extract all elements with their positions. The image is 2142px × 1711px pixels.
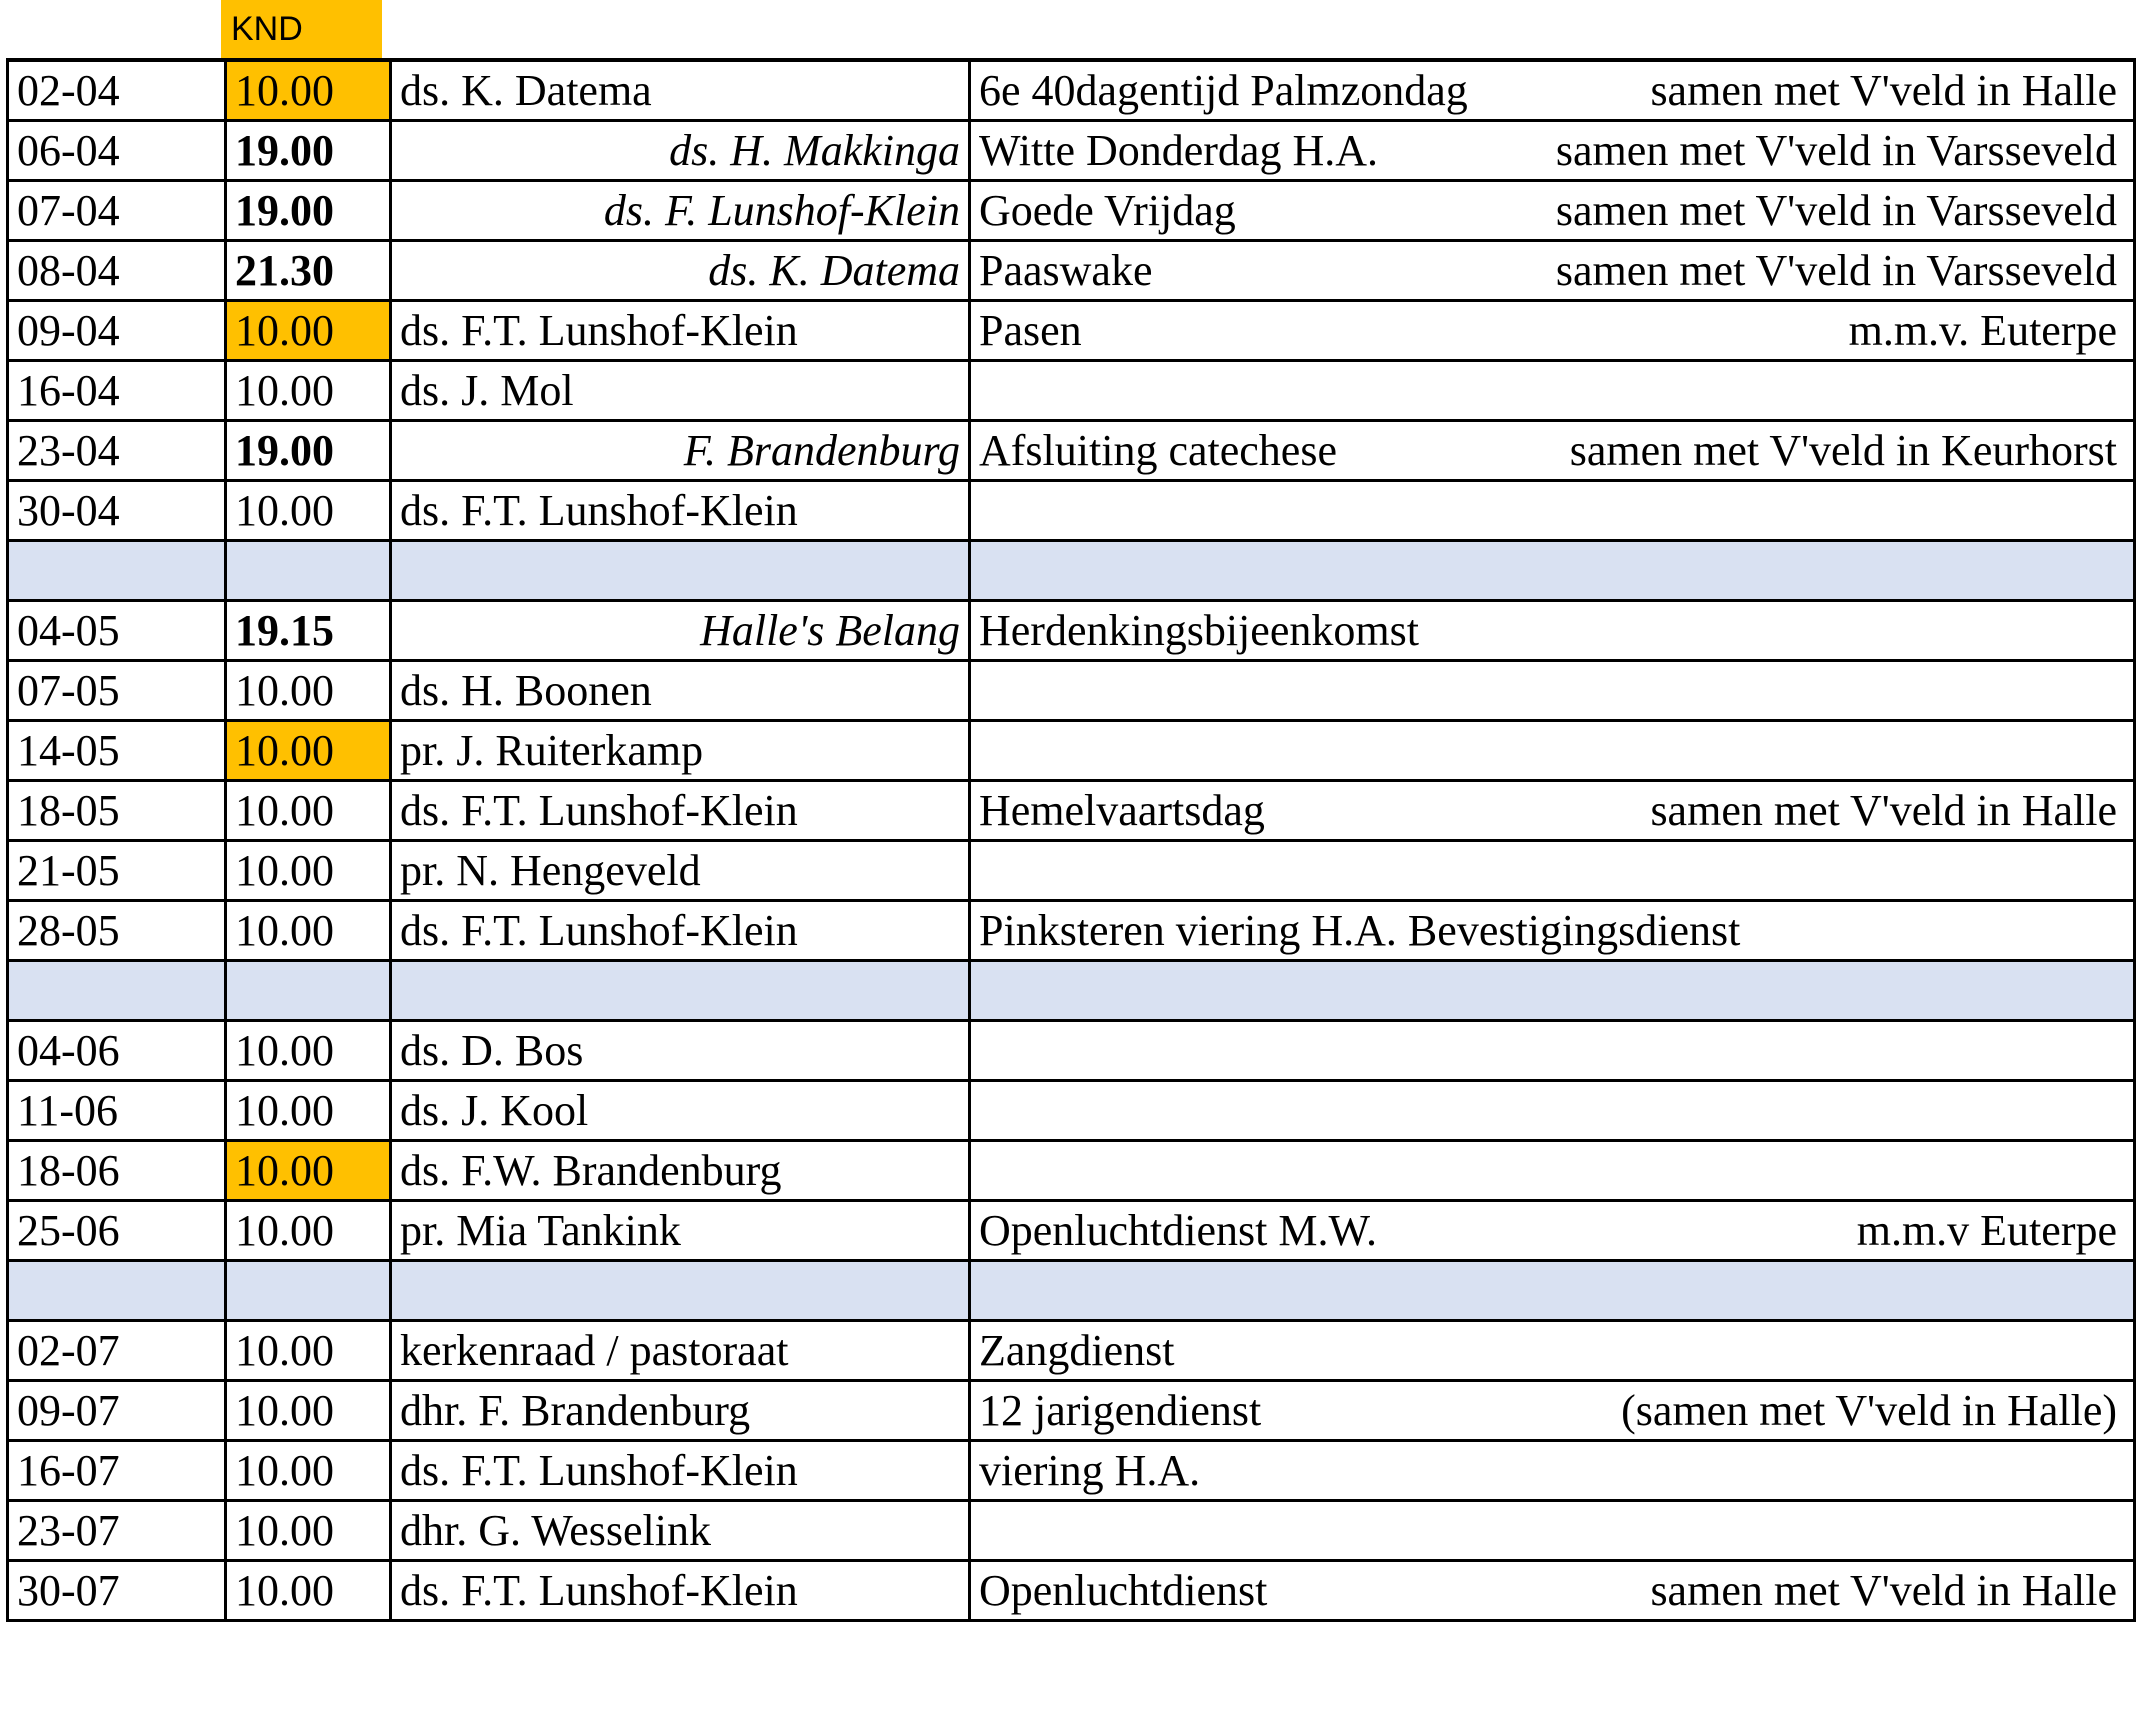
time-cell: 10.00 xyxy=(226,1081,391,1141)
note-wrap xyxy=(979,1322,2125,1379)
date-cell: 02-07 xyxy=(8,1321,226,1381)
note-cell xyxy=(970,181,2135,241)
time-cell: 10.00 xyxy=(226,721,391,781)
preacher-cell: ds. F.T. Lunshof-Klein xyxy=(391,301,970,361)
month-separator-row xyxy=(8,961,2135,1021)
note-cell xyxy=(970,241,2135,301)
note-cell xyxy=(970,1321,2135,1381)
separator-cell xyxy=(226,541,391,601)
occasion-text: Herdenkingsbijeenkomst xyxy=(979,606,1419,655)
note-cell xyxy=(970,421,2135,481)
time-cell: 10.00 xyxy=(226,1441,391,1501)
note-wrap xyxy=(979,602,2125,659)
time-cell: 10.00 xyxy=(226,661,391,721)
time-cell: 10.00 xyxy=(226,1021,391,1081)
time-cell: 10.00 xyxy=(226,1561,391,1621)
schedule-row xyxy=(8,841,2135,901)
separator-cell xyxy=(970,961,2135,1021)
occasion-text: Hemelvaartsdag xyxy=(979,786,1265,835)
remark-text: m.m.v Euterpe xyxy=(1856,1206,2117,1255)
date-cell: 04-06 xyxy=(8,1021,226,1081)
schedule-row xyxy=(8,601,2135,661)
schedule-row xyxy=(8,121,2135,181)
time-cell: 10.00 xyxy=(226,361,391,421)
note-cell xyxy=(970,721,2135,781)
time-cell: 10.00 xyxy=(226,1501,391,1561)
month-separator-row xyxy=(8,541,2135,601)
note-cell xyxy=(970,121,2135,181)
schedule-row xyxy=(8,1021,2135,1081)
remark-text xyxy=(2117,1322,2125,1379)
date-cell: 18-05 xyxy=(8,781,226,841)
preacher-cell: ds. F.T. Lunshof-Klein xyxy=(391,1441,970,1501)
schedule-row xyxy=(8,1141,2135,1201)
time-cell: 19.00 xyxy=(226,121,391,181)
schedule-row xyxy=(8,1501,2135,1561)
preacher-cell: pr. J. Ruiterkamp xyxy=(391,721,970,781)
date-cell: 30-07 xyxy=(8,1561,226,1621)
remark-text: samen met V'veld in Halle xyxy=(1650,786,2117,835)
schedule-row xyxy=(8,661,2135,721)
separator-cell xyxy=(8,541,226,601)
time-cell: 21.30 xyxy=(226,241,391,301)
preacher-cell: ds. H. Boonen xyxy=(391,661,970,721)
time-cell: 19.00 xyxy=(226,421,391,481)
date-cell: 07-04 xyxy=(8,181,226,241)
time-cell: 10.00 xyxy=(226,841,391,901)
note-cell xyxy=(970,60,2135,121)
time-cell: 10.00 xyxy=(226,1201,391,1261)
remark-text: samen met V'veld in Keurhorst xyxy=(1569,426,2117,475)
preacher-cell: dhr. F. Brandenburg xyxy=(391,1381,970,1441)
date-cell: 02-04 xyxy=(8,60,226,121)
note-cell xyxy=(970,781,2135,841)
remark-text: samen met V'veld in Varsseveld xyxy=(1555,186,2117,235)
schedule-row xyxy=(8,901,2135,961)
note-cell xyxy=(970,1441,2135,1501)
preacher-cell: ds. D. Bos xyxy=(391,1021,970,1081)
time-cell: 10.00 xyxy=(226,481,391,541)
date-cell: 25-06 xyxy=(8,1201,226,1261)
note-wrap xyxy=(979,422,2125,479)
separator-cell xyxy=(970,541,2135,601)
note-wrap xyxy=(979,902,2125,959)
remark-text: samen met V'veld in Halle xyxy=(1650,1566,2117,1615)
date-cell: 16-04 xyxy=(8,361,226,421)
separator-cell xyxy=(970,1261,2135,1321)
schedule-row xyxy=(8,1561,2135,1621)
separator-cell xyxy=(391,541,970,601)
note-wrap xyxy=(979,122,2125,179)
note-wrap xyxy=(979,782,2125,839)
separator-cell xyxy=(226,961,391,1021)
schedule-row xyxy=(8,241,2135,301)
remark-text: samen met V'veld in Halle xyxy=(1650,66,2117,115)
preacher-cell: ds. F.T. Lunshof-Klein xyxy=(391,1561,970,1621)
occasion-text: 12 jarigendienst xyxy=(979,1386,1262,1435)
note-cell xyxy=(970,901,2135,961)
time-cell: 10.00 xyxy=(226,1321,391,1381)
date-cell: 23-07 xyxy=(8,1501,226,1561)
remark-text xyxy=(2117,902,2125,959)
date-cell: 21-05 xyxy=(8,841,226,901)
schedule-body xyxy=(8,60,2135,1621)
occasion-text: Pinksteren viering H.A. Bevestigingsdienst xyxy=(979,906,1741,955)
preacher-cell: ds. K. Datema xyxy=(391,241,970,301)
separator-cell xyxy=(8,961,226,1021)
preacher-cell: ds. H. Makkinga xyxy=(391,121,970,181)
separator-cell xyxy=(391,961,970,1021)
occasion-text: Paaswake xyxy=(979,246,1153,295)
date-cell: 07-05 xyxy=(8,661,226,721)
note-cell xyxy=(970,1561,2135,1621)
note-cell xyxy=(970,841,2135,901)
remark-text xyxy=(2117,602,2125,659)
date-cell: 30-04 xyxy=(8,481,226,541)
note-cell xyxy=(970,301,2135,361)
preacher-cell: F. Brandenburg xyxy=(391,421,970,481)
note-cell xyxy=(970,361,2135,421)
date-cell: 08-04 xyxy=(8,241,226,301)
preacher-cell: ds. F.T. Lunshof-Klein xyxy=(391,901,970,961)
preacher-cell: ds. K. Datema xyxy=(391,60,970,121)
note-cell xyxy=(970,1081,2135,1141)
note-wrap xyxy=(979,302,2125,359)
note-cell xyxy=(970,1501,2135,1561)
date-cell: 09-04 xyxy=(8,301,226,361)
schedule-row xyxy=(8,781,2135,841)
date-cell: 06-04 xyxy=(8,121,226,181)
occasion-text: Openluchtdienst M.W. xyxy=(979,1206,1377,1255)
time-cell: 10.00 xyxy=(226,1141,391,1201)
month-separator-row xyxy=(8,1261,2135,1321)
occasion-text: Witte Donderdag H.A. xyxy=(979,126,1379,175)
preacher-cell: ds. F. Lunshof-Klein xyxy=(391,181,970,241)
time-cell: 10.00 xyxy=(226,1381,391,1441)
date-cell: 11-06 xyxy=(8,1081,226,1141)
schedule-row xyxy=(8,1321,2135,1381)
date-cell: 28-05 xyxy=(8,901,226,961)
schedule-row xyxy=(8,361,2135,421)
occasion-text: Afsluiting catechese xyxy=(979,426,1337,475)
time-cell: 10.00 xyxy=(226,60,391,121)
note-cell xyxy=(970,601,2135,661)
separator-cell xyxy=(391,1261,970,1321)
preacher-cell: ds. F.W. Brandenburg xyxy=(391,1141,970,1201)
schedule-row xyxy=(8,481,2135,541)
note-wrap xyxy=(979,242,2125,299)
note-cell xyxy=(970,1201,2135,1261)
preacher-cell: dhr. G. Wesselink xyxy=(391,1501,970,1561)
remark-text: samen met V'veld in Varsseveld xyxy=(1555,126,2117,175)
preacher-cell: ds. F.T. Lunshof-Klein xyxy=(391,781,970,841)
remark-text: m.m.v. Euterpe xyxy=(1848,306,2117,355)
occasion-text: Zangdienst xyxy=(979,1326,1175,1375)
schedule-row xyxy=(8,421,2135,481)
note-wrap xyxy=(979,1382,2125,1439)
time-cell: 19.15 xyxy=(226,601,391,661)
note-wrap xyxy=(979,1202,2125,1259)
time-cell: 19.00 xyxy=(226,181,391,241)
schedule-row xyxy=(8,1381,2135,1441)
note-cell xyxy=(970,661,2135,721)
note-wrap xyxy=(979,1442,2125,1499)
schedule-row xyxy=(8,301,2135,361)
date-cell: 16-07 xyxy=(8,1441,226,1501)
occasion-text: 6e 40dagentijd Palmzondag xyxy=(979,66,1468,115)
preacher-cell: ds. F.T. Lunshof-Klein xyxy=(391,481,970,541)
schedule-row xyxy=(8,721,2135,781)
schedule-row xyxy=(8,1201,2135,1261)
remark-text: samen met V'veld in Varsseveld xyxy=(1555,246,2117,295)
occasion-text: Openluchtdienst xyxy=(979,1566,1268,1615)
occasion-text: viering H.A. xyxy=(979,1446,1201,1495)
remark-text xyxy=(2117,1442,2125,1499)
note-wrap xyxy=(979,62,2125,119)
note-cell xyxy=(970,1021,2135,1081)
time-cell: 10.00 xyxy=(226,781,391,841)
date-cell: 09-07 xyxy=(8,1381,226,1441)
service-schedule-table xyxy=(6,58,2136,1622)
time-cell: 10.00 xyxy=(226,901,391,961)
preacher-cell: ds. J. Mol xyxy=(391,361,970,421)
preacher-cell: kerkenraad / pastoraat xyxy=(391,1321,970,1381)
occasion-text: Goede Vrijdag xyxy=(979,186,1236,235)
schedule-row xyxy=(8,1081,2135,1141)
time-cell: 10.00 xyxy=(226,301,391,361)
schedule-row xyxy=(8,181,2135,241)
occasion-text: Pasen xyxy=(979,306,1082,355)
separator-cell xyxy=(226,1261,391,1321)
note-cell xyxy=(970,1381,2135,1441)
schedule-row xyxy=(8,60,2135,121)
note-cell xyxy=(970,1141,2135,1201)
separator-cell xyxy=(8,1261,226,1321)
schedule-row xyxy=(8,1441,2135,1501)
preacher-cell: ds. J. Kool xyxy=(391,1081,970,1141)
note-cell xyxy=(970,481,2135,541)
date-cell: 23-04 xyxy=(8,421,226,481)
remark-text: (samen met V'veld in Halle) xyxy=(1621,1386,2117,1435)
date-cell: 14-05 xyxy=(8,721,226,781)
note-wrap xyxy=(979,182,2125,239)
note-wrap xyxy=(979,1562,2125,1619)
preacher-cell: pr. N. Hengeveld xyxy=(391,841,970,901)
knd-column-header: KND xyxy=(221,0,382,58)
preacher-cell: Halle's Belang xyxy=(391,601,970,661)
date-cell: 18-06 xyxy=(8,1141,226,1201)
preacher-cell: pr. Mia Tankink xyxy=(391,1201,970,1261)
date-cell: 04-05 xyxy=(8,601,226,661)
